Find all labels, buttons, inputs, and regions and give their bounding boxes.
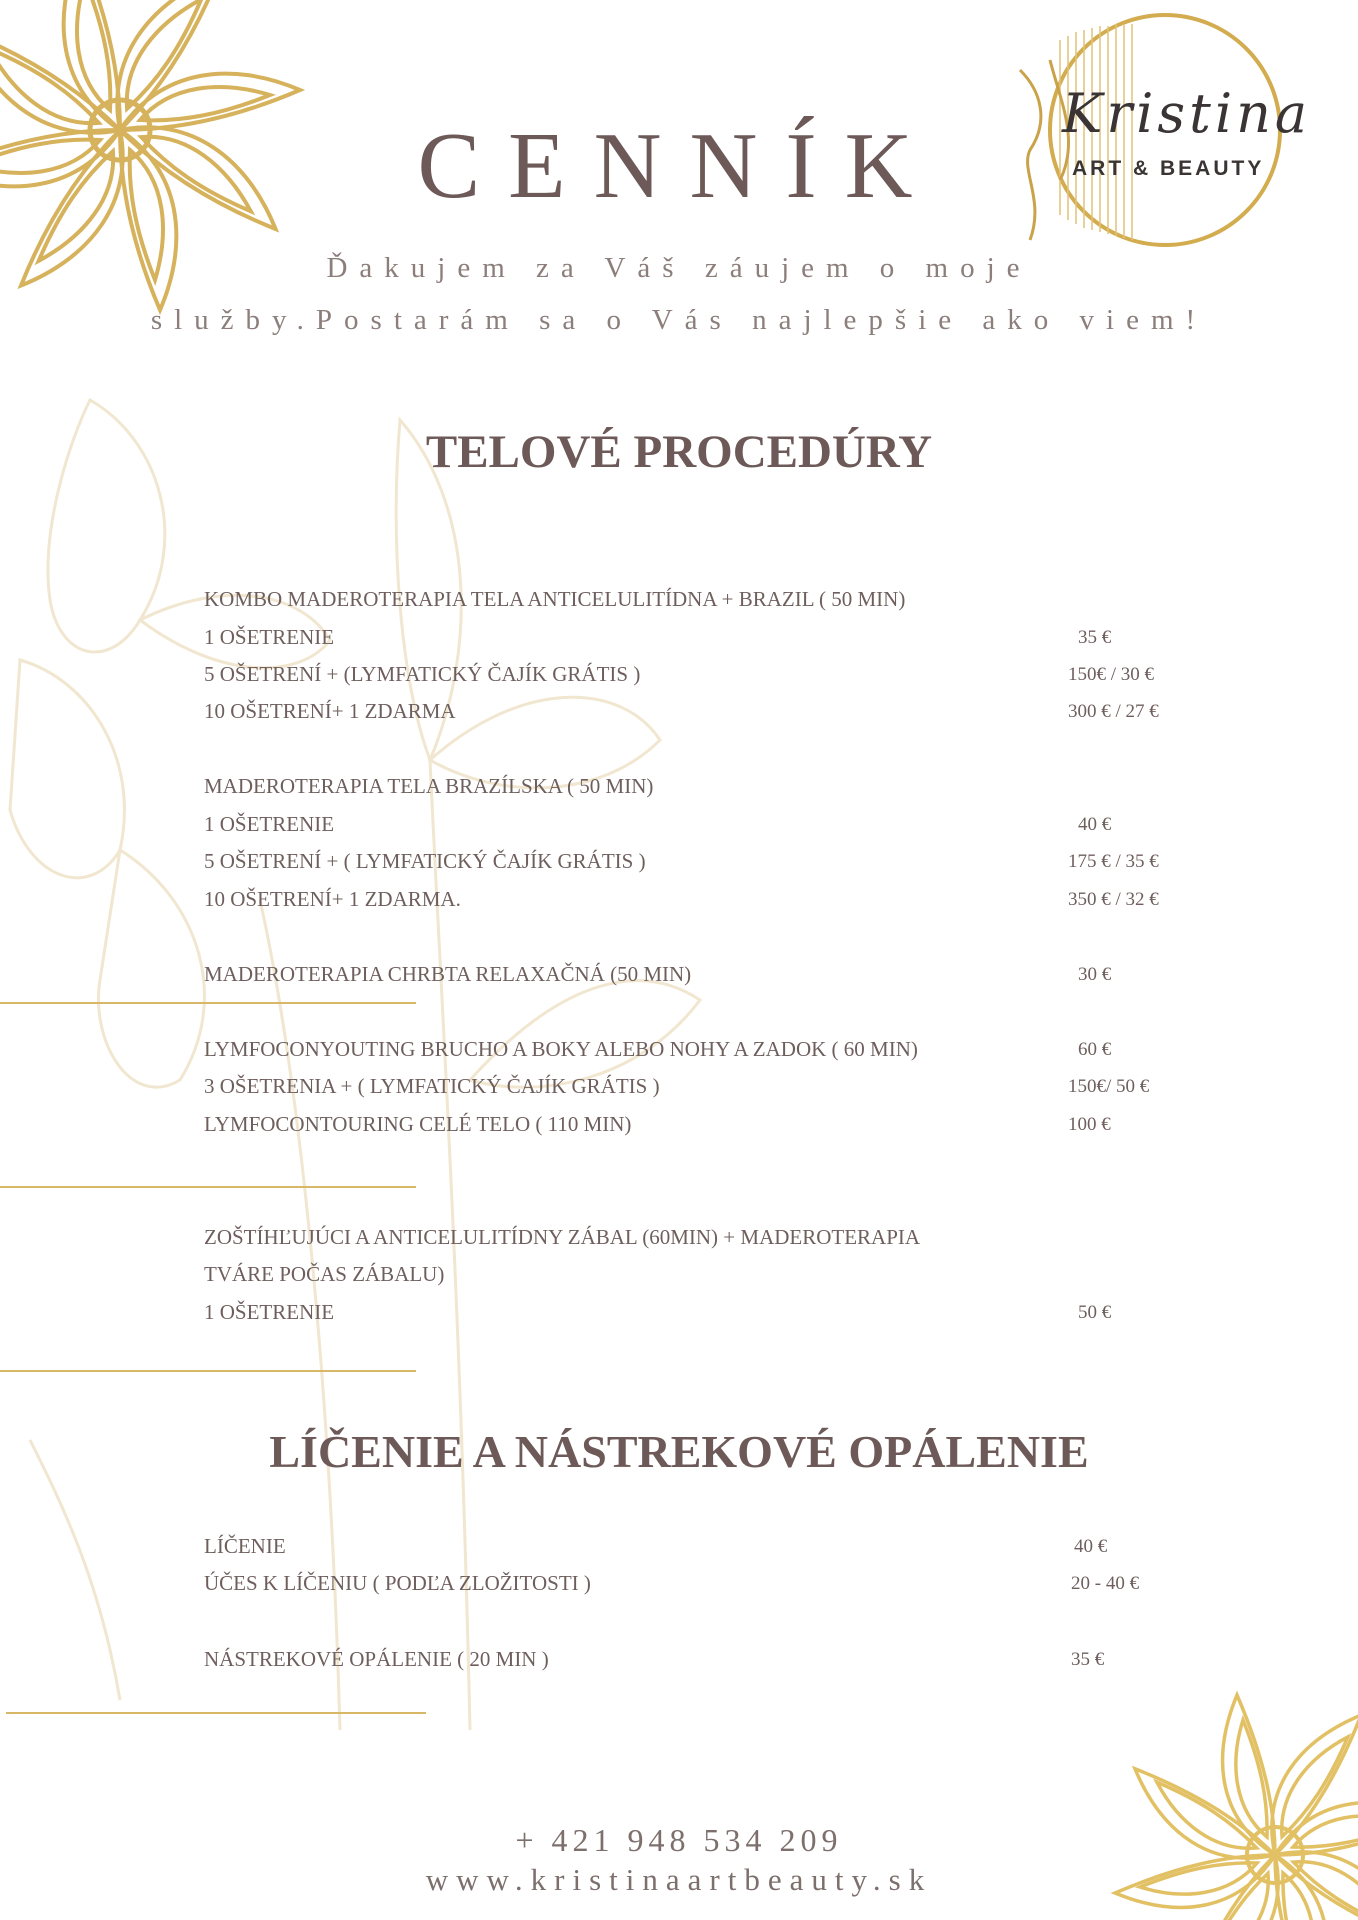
list-item: MADEROTERAPIA TELA BRAZÍLSKA ( 50 MIN): [204, 774, 654, 798]
price: 35 €: [1071, 1649, 1105, 1670]
list-item: 5 OŠETRENÍ + ( LYMFATICKÝ ČAJÍK GRÁTIS ): [204, 849, 646, 873]
price: 175 € / 35 €: [1068, 851, 1159, 872]
price: 60 €: [1078, 1039, 1112, 1060]
price: 20 - 40 €: [1071, 1573, 1140, 1594]
divider: [0, 1370, 416, 1372]
list-item: 10 OŠETRENÍ+ 1 ZDARMA: [204, 699, 456, 723]
section-title-makeup: LÍČENIE A NÁSTREKOVÉ OPÁLENIE: [269, 1426, 1089, 1477]
list-item: ZOŠTÍHĽUJÚCI A ANTICELULITÍDNY ZÁBAL (60MIN) + MADEROTERAPIA: [204, 1225, 921, 1249]
logo-name: Kristina: [1062, 82, 1312, 145]
divider: [0, 1186, 416, 1188]
list-item: 10 OŠETRENÍ+ 1 ZDARMA.: [204, 887, 461, 911]
list-item: 3 OŠETRENIA + ( LYMFATICKÝ ČAJÍK GRÁTIS ): [204, 1074, 660, 1098]
page-title: CENNÍK: [417, 114, 941, 218]
price: 350 € / 32 €: [1068, 889, 1159, 910]
intro-line-2: služby.Postarám sa o Vás najlepšie ako viem!: [150, 304, 1208, 336]
list-item: 1 OŠETRENIE: [204, 1300, 335, 1324]
price: 300 € / 27 €: [1068, 701, 1159, 722]
price: 30 €: [1078, 964, 1112, 985]
divider: [6, 1712, 426, 1714]
website-link[interactable]: www.kristinaartbeauty.sk: [425, 1862, 933, 1897]
list-item: LYMFOCONYOUTING BRUCHO A BOKY ALEBO NOHY A ZADOK ( 60 MIN): [204, 1037, 918, 1061]
phone-number: + 421 948 534 209: [515, 1822, 843, 1858]
list-item: ÚČES K LÍČENIU ( PODĽA ZLOŽITOSTI ): [204, 1571, 591, 1595]
price: 40 €: [1074, 1536, 1108, 1557]
price: 35 €: [1078, 627, 1112, 648]
list-item: MADEROTERAPIA CHRBTA RELAXAČNÁ (50 MIN): [204, 962, 692, 986]
price: 50 €: [1078, 1302, 1112, 1323]
list-item: 1 OŠETRENIE: [204, 625, 335, 649]
list-item: LYMFOCONTOURING CELÉ TELO ( 110 MIN): [204, 1112, 632, 1136]
price: 150€ / 30 €: [1068, 664, 1155, 685]
logo-tagline: ART & BEAUTY: [1072, 157, 1265, 180]
list-item: LÍČENIE: [204, 1534, 286, 1558]
intro-line-1: Ďakujem za Váš záujem o moje: [326, 252, 1032, 284]
price: 100 €: [1068, 1114, 1111, 1135]
section-title-body: TELOVÉ PROCEDÚRY: [425, 426, 933, 478]
list-item: TVÁRE POČAS ZÁBALU): [204, 1262, 445, 1286]
price: 150€/ 50 €: [1068, 1076, 1150, 1097]
price: 40 €: [1078, 814, 1112, 835]
list-item: KOMBO MADEROTERAPIA TELA ANTICELULITÍDNA + BRAZIL ( 50 MIN): [204, 587, 906, 611]
list-item: NÁSTREKOVÉ OPÁLENIE ( 20 MIN ): [204, 1647, 549, 1671]
divider: [0, 1002, 416, 1004]
list-item: 5 OŠETRENÍ + (LYMFATICKÝ ČAJÍK GRÁTIS ): [204, 662, 641, 686]
list-item: 1 OŠETRENIE: [204, 812, 335, 836]
